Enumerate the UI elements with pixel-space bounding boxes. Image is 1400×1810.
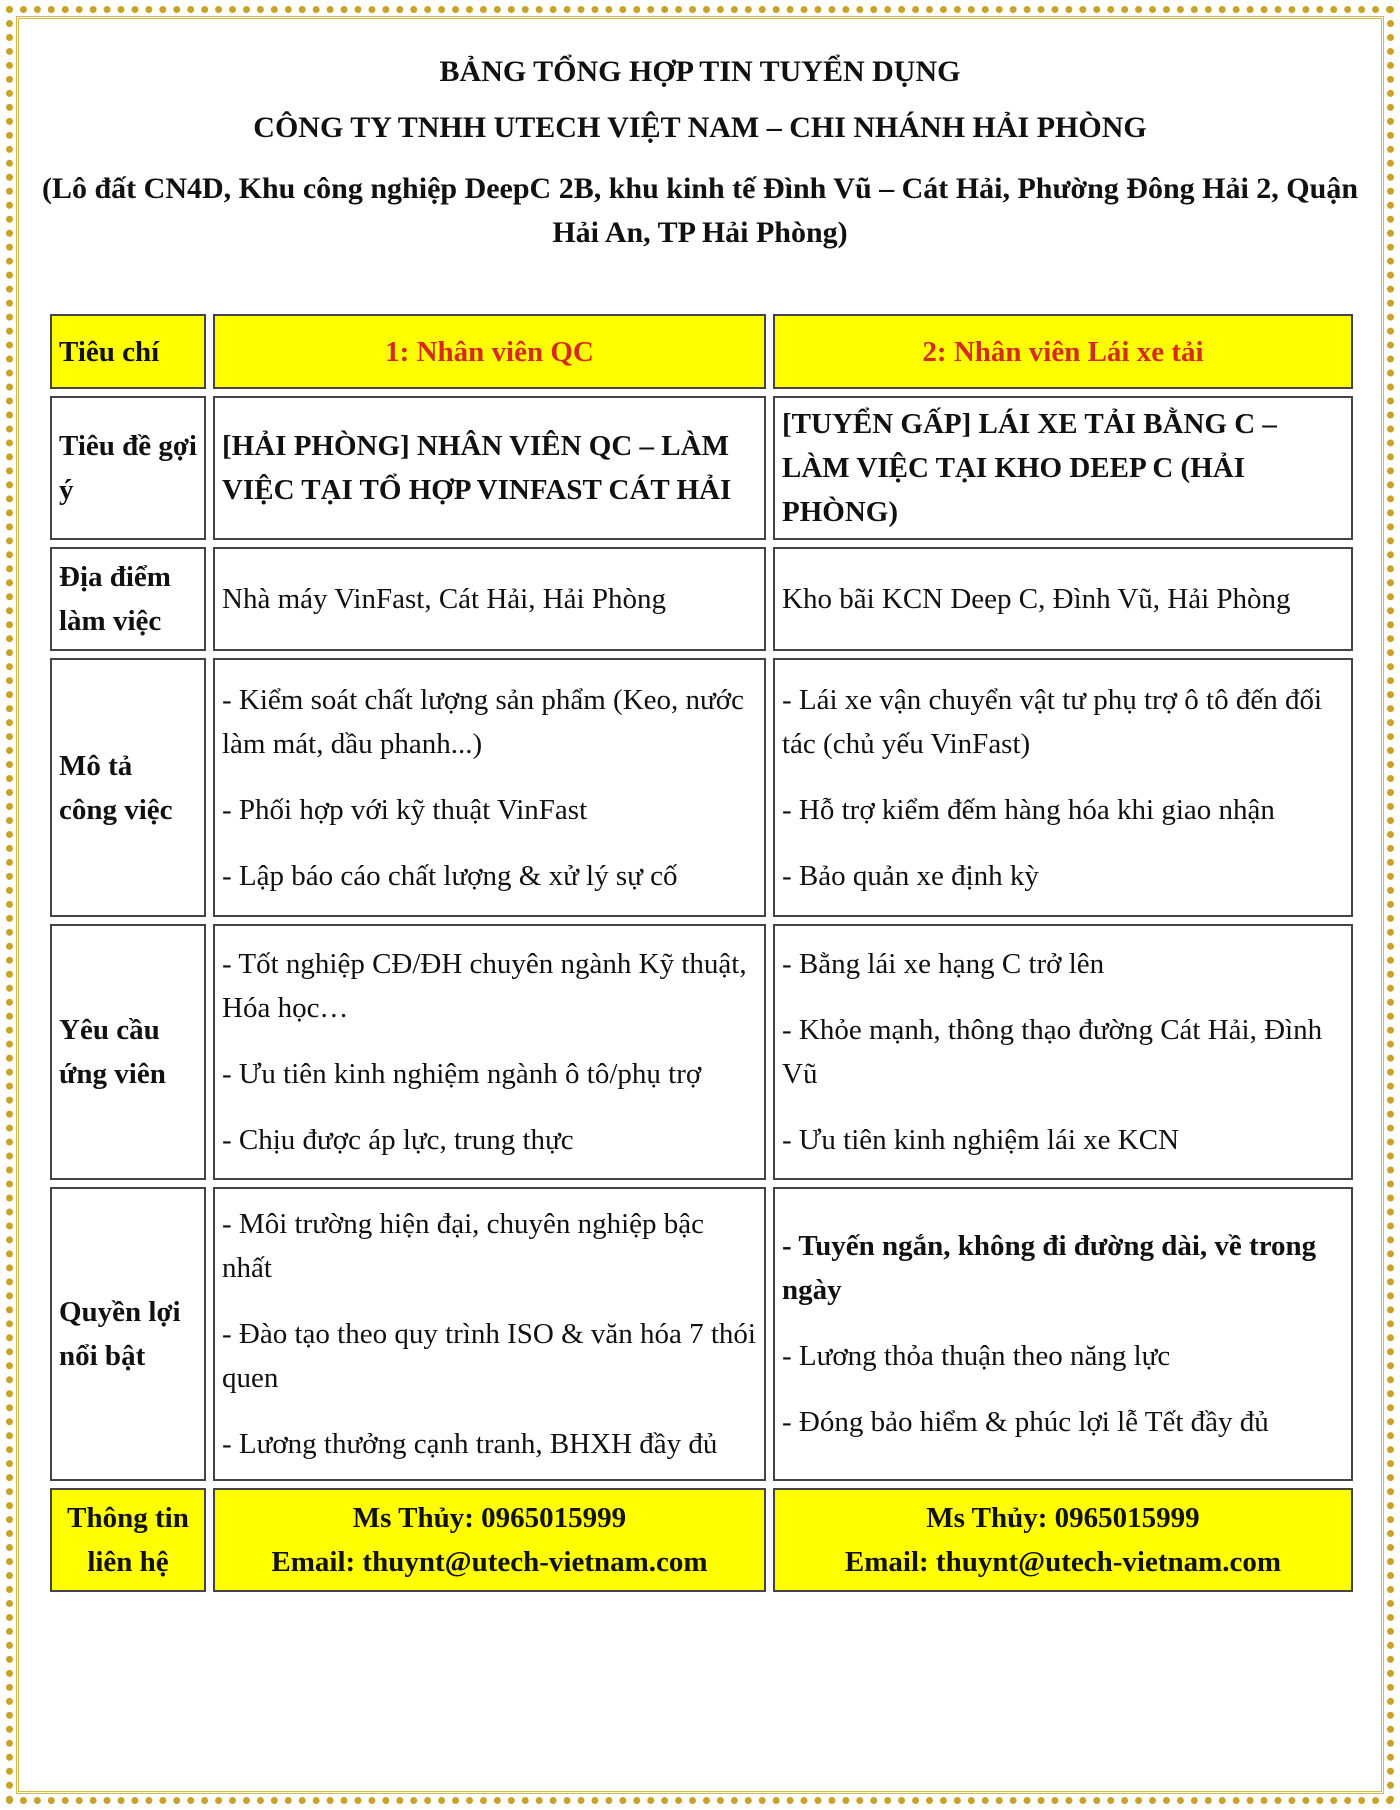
row-label-title: Tiêu đề gợi ý	[50, 396, 206, 540]
contact-phone: Ms Thủy: 0965015999	[352, 1502, 627, 1534]
list-item: - Lập báo cáo chất lượng & xử lý sự cố	[222, 859, 678, 892]
cell-driver-title: [TUYỂN GẤP] LÁI XE TẢI BẰNG C – LÀM VIỆC TẠI KHO DEEP C (HẢI PHÒNG)	[773, 396, 1353, 540]
column-heading-qc: 1: Nhân viên QC	[213, 314, 766, 389]
list-item: - Môi trường hiện đại, chuyên nghiệp bậc nhất	[222, 1208, 705, 1284]
cell-qc-description	[213, 658, 766, 917]
column-heading-driver: 2: Nhân viên Lái xe tải	[773, 314, 1353, 389]
table-header-row	[50, 314, 1353, 389]
list-item: - Ưu tiên kinh nghiệm lái xe KCN	[782, 1124, 1180, 1156]
company-name: CÔNG TY TNHH UTECH VIỆT NAM – CHI NHÁNH HẢI PHÒNG	[253, 111, 1147, 144]
cell-driver-contact	[773, 1488, 1353, 1592]
cell-qc-benefits	[213, 1187, 766, 1481]
list-item: - Bằng lái xe hạng C trở lên	[782, 948, 1105, 980]
list-item: - Hỗ trợ kiểm đếm hàng hóa khi giao nhận	[782, 793, 1275, 826]
list-item: - Lương thưởng cạnh tranh, BHXH đầy đủ	[222, 1428, 718, 1460]
document-title: BẢNG TỔNG HỢP TIN TUYỂN DỤNG	[439, 55, 961, 88]
criteria-heading: Tiêu chí	[50, 314, 206, 389]
list-item: - Kiểm soát chất lượng sản phẩm (Keo, nước làm mát, dầu phanh...)	[222, 683, 744, 760]
row-label-location: Địa điểm làm việc	[50, 547, 206, 651]
table-row	[50, 658, 1353, 917]
row-label-description: Mô tả công việc	[50, 658, 206, 917]
list-item: - Ưu tiên kinh nghiệm ngành ô tô/phụ trợ	[222, 1058, 702, 1090]
row-label-benefits: Quyền lợi nổi bật	[50, 1187, 206, 1481]
list-item: - Lái xe vận chuyển vật tư phụ trợ ô tô đến đối tác (chủ yếu VinFast)	[782, 683, 1323, 760]
table-row	[50, 924, 1353, 1180]
table-row	[50, 547, 1353, 651]
job-comparison-table	[43, 307, 1360, 1599]
row-label-requirements: Yêu cầu ứng viên	[50, 924, 206, 1180]
cell-qc-contact	[213, 1488, 766, 1592]
list-item: - Tuyến ngắn, không đi đường dài, về trong ngày	[782, 1230, 1317, 1306]
cell-driver-requirements	[773, 924, 1353, 1180]
list-item: - Tốt nghiệp CĐ/ĐH chuyên ngành Kỹ thuật, Hóa học…	[222, 948, 747, 1024]
table-row	[50, 1187, 1353, 1481]
table-row	[50, 396, 1353, 540]
contact-row	[50, 1488, 1353, 1592]
list-item: - Khỏe mạnh, thông thạo đường Cát Hải, Đình Vũ	[782, 1014, 1323, 1090]
contact-phone: Ms Thủy: 0965015999	[926, 1502, 1200, 1534]
list-item: - Đào tạo theo quy trình ISO & văn hóa 7 thói quen	[222, 1318, 756, 1394]
company-address: (Lô đất CN4D, Khu công nghiệp DeepC 2B, khu kinh tế Đình Vũ – Cát Hải, Phường Đông Hải 2, Quận Hải An, TP Hải Phòng)	[41, 172, 1358, 249]
row-label-contact: Thông tin liên hệ	[50, 1488, 206, 1592]
cell-driver-benefits	[773, 1187, 1353, 1481]
contact-email: Email: thuynt@utech-vietnam.com	[271, 1546, 708, 1578]
list-item: - Đóng bảo hiểm & phúc lợi lễ Tết đầy đủ	[782, 1406, 1269, 1438]
list-item: - Phối hợp với kỹ thuật VinFast	[222, 793, 588, 826]
document-header	[30, 55, 1370, 255]
cell-driver-location: Kho bãi KCN Deep C, Đình Vũ, Hải Phòng	[773, 547, 1353, 651]
cell-qc-requirements	[213, 924, 766, 1180]
list-item: - Bảo quản xe định kỳ	[782, 859, 1039, 892]
contact-email: Email: thuynt@utech-vietnam.com	[844, 1546, 1282, 1578]
cell-driver-description	[773, 658, 1353, 917]
list-item: - Lương thỏa thuận theo năng lực	[782, 1340, 1171, 1372]
cell-qc-location: Nhà máy VinFast, Cát Hải, Hải Phòng	[213, 547, 766, 651]
cell-qc-title: [HẢI PHÒNG] NHÂN VIÊN QC – LÀM VIỆC TẠI TỔ HỢP VINFAST CÁT HẢI	[213, 396, 766, 540]
list-item: - Chịu được áp lực, trung thực	[222, 1124, 574, 1156]
